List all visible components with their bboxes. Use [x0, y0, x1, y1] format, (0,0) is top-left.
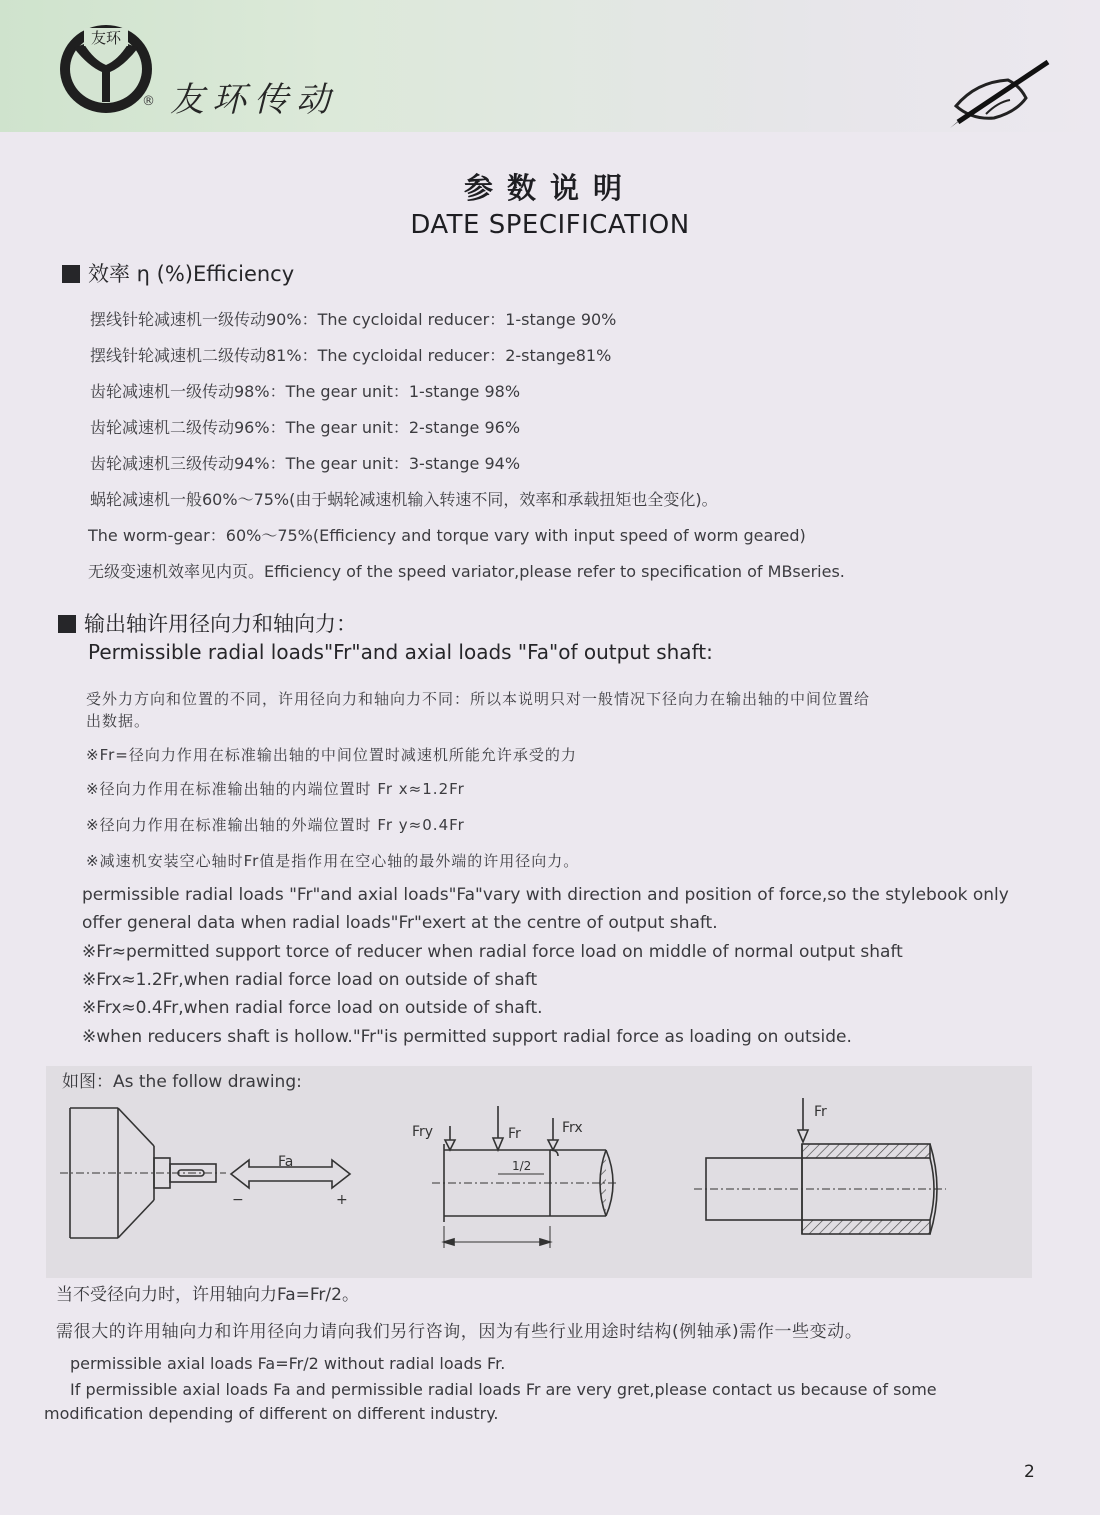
shaft-radial-figure	[432, 1106, 618, 1248]
fry-label: Fry	[412, 1124, 434, 1140]
efficiency-heading-text: 效率 η (%)Efficiency	[88, 262, 295, 286]
loads-en-line: offer general data when radial loads"Fr"exert at the centre of output shaft.	[82, 913, 718, 933]
fa-label: Fa	[278, 1154, 294, 1170]
efficiency-line: 无级变速机效率见内页。Efficiency of the speed variator,please refer to specification of MBseries.	[88, 562, 845, 581]
loads-note-cn: ※Fr=径向力作用在标准输出轴的中间位置时减速机所能允许承受的力	[86, 746, 577, 764]
efficiency-line: 摆线针轮减速机一级传动90%：The cycloidal reducer：1-stange 90%	[90, 310, 617, 329]
efficiency-heading	[62, 258, 294, 288]
bullet-square-icon	[62, 265, 80, 283]
frx-label: Frx	[562, 1120, 583, 1136]
efficiency-line: 摆线针轮减速机二级传动81%：The cycloidal reducer：2-stange81%	[90, 346, 612, 365]
footer-en-line: permissible axial loads Fa=Fr/2 without radial loads Fr.	[70, 1354, 506, 1373]
fr-label: Fr	[508, 1126, 521, 1142]
logo-text: 友环	[90, 29, 122, 47]
loads-note-cn: ※径向力作用在标准输出轴的内端位置时 Fr x≈1.2Fr	[86, 780, 465, 798]
page-number: 2	[1024, 1462, 1035, 1482]
efficiency-line: 齿轮减速机一级传动98%：The gear unit：1-stange 98%	[90, 382, 521, 401]
bullet-square-icon	[58, 615, 76, 633]
loads-en-line: ※Fr≈permitted support torce of reducer when radial force load on middle of normal output shaft	[82, 942, 903, 962]
force-diagram	[46, 1066, 1032, 1278]
footer-en-line: modification depending of different on different industry.	[44, 1404, 499, 1423]
efficiency-line: 蜗轮减速机一般60%～75%(由于蜗轮减速机输入转速不同，效率和承载扭矩也全变化)。	[90, 490, 718, 509]
plus-label: +	[336, 1192, 348, 1208]
fr-hollow-label: Fr	[814, 1104, 827, 1120]
brand-name: 友环传动	[170, 80, 338, 120]
loads-paragraph-cn: 受外力方向和位置的不同，许用径向力和轴向力不同：所以本说明只对一般情况下径向力在输出轴的中间位置给	[86, 690, 871, 708]
reducer-axial-figure	[60, 1108, 350, 1238]
efficiency-line: 齿轮减速机三级传动94%：The gear unit：3-stange 94%	[90, 454, 521, 473]
loads-en-line: permissible radial loads "Fr"and axial loads"Fa"vary with direction and position of force,so the stylebook only	[82, 885, 1009, 905]
loads-note-cn: ※减速机安装空心轴时Fr值是指作用在空心轴的最外端的许用径向力。	[86, 852, 580, 870]
loads-en-line: ※Frx≈0.4Fr,when radial force load on outside of shaft.	[82, 998, 543, 1018]
drawing-caption: 如图：As the follow drawing:	[62, 1072, 302, 1092]
page-title-en: DATE SPECIFICATION	[410, 210, 690, 240]
minus-label: −	[232, 1192, 244, 1208]
loads-heading	[58, 608, 357, 638]
loads-en-line: ※when reducers shaft is hollow."Fr"is permitted support radial force as loading on outside.	[82, 1027, 852, 1047]
footer-cn-line: 需很大的许用轴向力和许用径向力请向我们另行咨询，因为有些行业用途时结构(例轴承)需作一些变动。	[56, 1322, 863, 1342]
footer-en-line: If permissible axial loads Fa and permissible radial loads Fr are very gret,please contact us because of some	[70, 1380, 937, 1399]
loads-en-line: ※Frx≈1.2Fr,when radial force load on outside of shaft	[82, 970, 538, 990]
efficiency-line: 齿轮减速机二级传动96%：The gear unit：2-stange 96%	[90, 418, 521, 437]
loads-note-cn: ※径向力作用在标准输出轴的外端位置时 Fr y≈0.4Fr	[86, 816, 465, 834]
loads-paragraph-cn: 出数据。	[86, 712, 151, 730]
header-band	[0, 0, 1100, 132]
page-title-cn: 参数说明	[463, 171, 636, 205]
half-length-label: 1/2	[512, 1159, 532, 1173]
hand-writing-pen-icon	[946, 56, 1054, 130]
loads-heading-cn: 输出轴许用径向力和轴向力：	[84, 612, 357, 636]
footer-cn-line: 当不受径向力时，许用轴向力Fa=Fr/2。	[56, 1285, 359, 1305]
efficiency-line: The worm-gear：60%～75%(Efficiency and torque vary with input speed of worm geared)	[88, 526, 806, 545]
loads-heading-en: Permissible radial loads"Fr"and axial loads "Fa"of output shaft:	[88, 640, 713, 664]
registered-mark: ®	[142, 94, 155, 109]
